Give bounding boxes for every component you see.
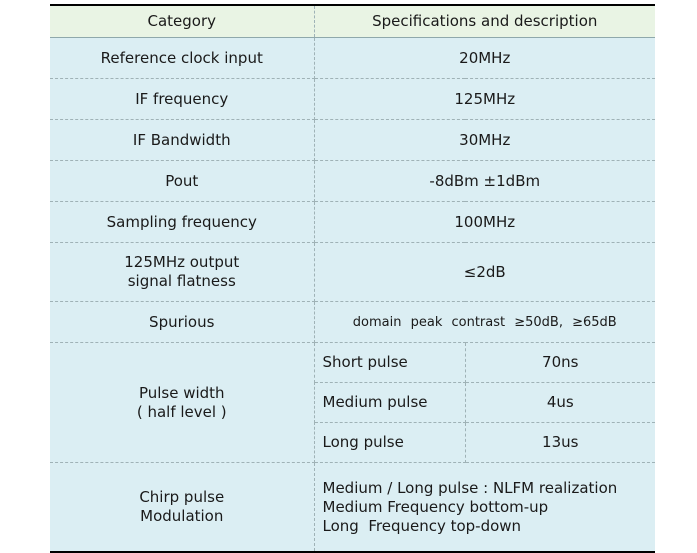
pulse-width-label-line: Pulse width [138, 383, 225, 402]
row-label: Reference clock input [50, 38, 314, 79]
chirp-label [50, 463, 314, 553]
chirp-label-line: Chirp pulse [139, 488, 225, 506]
header-category: Category [50, 5, 314, 38]
row-label-line: signal flatness [127, 272, 236, 290]
row-label: IF Bandwidth [50, 120, 314, 161]
row-label: IF frequency [50, 79, 314, 120]
table-row [50, 343, 655, 383]
table-row [50, 243, 655, 302]
table-row [50, 202, 655, 243]
chirp-line: Long Frequency top-down [322, 516, 522, 535]
table-row [50, 463, 655, 553]
table-row [50, 38, 655, 79]
table-header-row [50, 5, 655, 38]
pulse-type-value: 13us [465, 423, 655, 463]
row-value: 30MHz [314, 120, 655, 161]
row-label [50, 243, 314, 302]
row-value: 125MHz [314, 79, 655, 120]
row-label: Sampling frequency [50, 202, 314, 243]
row-label: Spurious [50, 302, 314, 343]
row-label: Pout [50, 161, 314, 202]
chirp-label-line: Modulation [140, 507, 224, 525]
row-value: -8dBm ±1dBm [314, 161, 655, 202]
chirp-line: Medium / Long pulse : NLFM realization [322, 478, 618, 497]
table-row [50, 161, 655, 202]
table-row [50, 79, 655, 120]
pulse-type-label: Long pulse [314, 423, 465, 463]
chirp-description [314, 463, 655, 553]
row-label-line: 125MHz output [124, 253, 240, 271]
table-row [50, 302, 655, 343]
chirp-line: Medium Frequency bottom-up [322, 497, 549, 516]
table-row [50, 120, 655, 161]
row-value: ≤2dB [314, 243, 655, 302]
row-value: 20MHz [314, 38, 655, 79]
pulse-width-label [50, 343, 314, 463]
row-value: domain peak contrast ≥50dB, ≥65dB [314, 302, 655, 343]
spec-table [50, 4, 655, 553]
pulse-type-label: Medium pulse [314, 383, 465, 423]
row-value: 100MHz [314, 202, 655, 243]
pulse-type-value: 70ns [465, 343, 655, 383]
pulse-width-label-line: ( half level ) [136, 402, 227, 421]
pulse-type-value: 4us [465, 383, 655, 423]
pulse-type-label: Short pulse [314, 343, 465, 383]
header-spec: Specifications and description [314, 5, 655, 38]
